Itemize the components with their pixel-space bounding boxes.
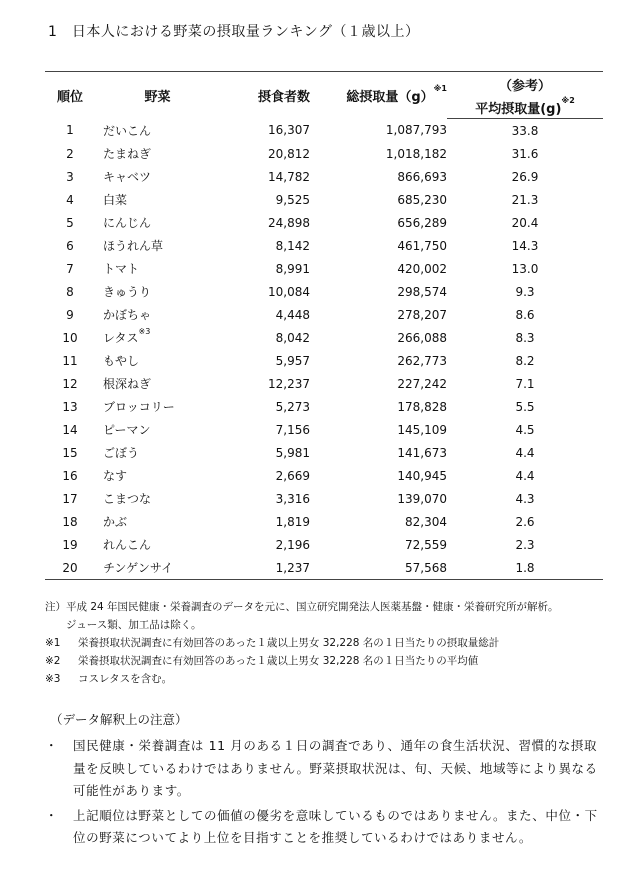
cell-avg: 4.4 [515,445,535,460]
cell-avg: 26.9 [511,169,539,184]
cell-avg: 14.3 [511,238,539,253]
vegetable-name: れんこん [103,538,152,552]
cell-vegetable [95,326,220,349]
cell-total: 82,304 [405,514,447,529]
vegetable-name: ブロッコリー [103,400,175,414]
cell-count: 1,819 [275,514,310,529]
cell-vegetable [95,119,220,143]
cell-count: 2,669 [275,468,310,483]
cell-vegetable [95,211,220,234]
cell-count: 14,782 [268,169,310,184]
cell-rank: 8 [66,284,74,299]
table-row [45,165,603,188]
cell-total: 420,002 [397,261,447,276]
cell-avg: 13.0 [511,261,539,276]
bullet-mark: ・ [45,807,58,823]
cell-rank: 6 [66,238,74,253]
cell-vegetable [95,556,220,580]
cell-total: 866,693 [397,169,447,184]
cell-avg: 20.4 [511,215,539,230]
cell-total: 262,773 [397,353,447,368]
caution-text-2: 上記順位は野菜としての価値の優劣を意味しているものではありません。また、中位・下位の野菜についてより上位を目指すことを推奨しているわけではありません。 [73,807,598,845]
cell-count: 24,898 [268,215,310,230]
header-total [310,72,447,119]
cell-total: 141,673 [397,445,447,460]
cell-count: 5,957 [275,353,310,368]
cell-rank: 7 [66,261,74,276]
table-row [45,510,603,533]
vegetable-name: にんじん [103,216,152,230]
note-1-mark: ※1 [45,637,61,649]
cell-vegetable [95,165,220,188]
vegetable-name: きゅうり [103,285,152,299]
vegetable-name: もやし [103,354,140,368]
cell-rank: 14 [62,422,78,437]
cell-count: 8,142 [275,238,310,253]
cell-total: 461,750 [397,238,447,253]
table-row [45,280,603,303]
cell-rank: 15 [62,445,78,460]
header-count: 摂食者数 [220,72,310,119]
cell-avg: 8.2 [515,353,535,368]
table-row [45,257,603,280]
caution-title: （データ解釈上の注意） [50,712,188,727]
cell-avg: 8.6 [515,307,535,322]
table-row [45,349,603,372]
cell-vegetable [95,464,220,487]
cell-avg: 33.8 [511,123,539,138]
header-avg-mark: ※2 [561,95,575,105]
cell-avg: 31.6 [511,146,539,161]
cell-rank: 10 [62,330,78,345]
header-avg [447,96,603,119]
cell-vegetable [95,257,220,280]
vegetable-name: だいこん [103,123,152,138]
vegetable-footnote-mark: ※3 [138,327,151,336]
table-row [45,211,603,234]
vegetable-name: こまつな [103,492,152,506]
cell-rank: 18 [62,514,78,529]
cell-total: 1,018,182 [385,146,447,161]
caution-item [45,805,605,850]
vegetable-name: チンゲンサイ [103,561,174,575]
vegetable-name: キャベツ [103,170,152,184]
vegetable-name: かぼちゃ [103,308,152,322]
cell-count: 12,237 [268,376,310,391]
cell-count: 1,237 [220,556,310,580]
table-row [45,142,603,165]
cell-vegetable [95,418,220,441]
cell-vegetable [95,188,220,211]
note-1-text: 栄養摂取状況調査に有効回答のあった１歳以上男女 32,228 名の１日当たりの摂取量総計 [78,637,500,649]
cell-avg: 4.5 [515,422,535,437]
cell-count: 3,316 [275,491,310,506]
cell-total: 266,088 [397,330,447,345]
table-row [45,464,603,487]
cell-rank: 20 [45,556,95,580]
page-title: 1 日本人における野菜の摂取量ランキング（１歳以上） [48,24,420,40]
cell-count: 9,525 [275,192,310,207]
note-2-text: 栄養摂取状況調査に有効回答のあった１歳以上男女 32,228 名の１日当たりの平均値 [78,655,479,667]
vegetable-name: ごぼう [103,446,140,460]
cell-avg: 7.1 [515,376,535,391]
vegetable-name: たまねぎ [103,147,152,161]
header-rank: 順位 [45,72,95,119]
vegetable-name: レタス [103,331,139,345]
header-avg-label: 平均摂取量(g) [475,101,562,117]
cell-count: 8,042 [275,330,310,345]
cell-total: 278,207 [397,307,447,322]
cell-rank: 19 [62,537,78,552]
cell-rank: 11 [62,353,78,368]
cell-avg: 4.4 [515,468,535,483]
cell-avg: 21.3 [511,192,539,207]
cell-avg: 1.8 [447,556,603,580]
caution-list [45,735,605,852]
cell-avg: 2.6 [515,514,535,529]
cell-count: 16,307 [268,123,310,138]
table-row [45,303,603,326]
cell-rank: 3 [66,169,74,184]
header-vegetable: 野菜 [95,72,220,119]
cell-count: 7,156 [275,422,310,437]
cell-rank: 2 [66,146,74,161]
cell-rank: 16 [62,468,78,483]
table-row [45,441,603,464]
cell-total: 656,289 [397,215,447,230]
cell-total: 139,070 [397,491,447,506]
cell-avg: 5.5 [515,399,535,414]
note-mark: 注） [45,601,66,613]
caution-text-1: 国民健康・栄養調査は 11 月のある１日の調査であり、通年の食生活状況、習慣的な摂取量を反映しているわけではありません。野菜摂取状況は、旬、天候、地域等により異なる可能性があります。 [73,738,598,798]
cell-total: 178,828 [397,399,447,414]
cell-total: 140,945 [397,468,447,483]
table-row [45,556,603,580]
note-line-1: 平成 24 年国民健康・栄養調査のデータを元に、国立研究開発法人医薬基盤・健康・栄養研究所が解析。 [66,601,559,613]
vegetable-name: ほうれん草 [103,239,164,253]
cell-rank: 1 [66,123,74,138]
cell-rank: 5 [66,215,74,230]
cell-count: 4,448 [275,307,310,322]
notes-section [45,598,615,688]
cell-rank: 9 [66,307,74,322]
cell-total: 1,087,793 [385,123,447,138]
cell-rank: 4 [66,192,74,207]
vegetable-name: 白菜 [103,193,128,207]
header-ref: （参考） [447,72,603,97]
header-total-mark: ※1 [433,83,447,93]
cell-vegetable [95,510,220,533]
cell-rank: 13 [62,399,78,414]
vegetable-name: ピーマン [103,423,151,437]
cell-count: 5,273 [275,399,310,414]
cell-vegetable [95,441,220,464]
table-row [45,119,603,143]
cell-total: 145,109 [397,422,447,437]
vegetable-name: なす [103,469,128,483]
table-row [45,395,603,418]
cell-count: 8,991 [275,261,310,276]
cell-vegetable [95,395,220,418]
cell-total: 57,568 [310,556,447,580]
vegetable-name: かぶ [103,515,128,529]
table-header-row [45,72,603,97]
cell-total: 685,230 [397,192,447,207]
cell-count: 5,981 [275,445,310,460]
cell-total: 227,242 [397,376,447,391]
cell-avg: 9.3 [515,284,535,299]
cell-vegetable [95,142,220,165]
cell-vegetable [95,372,220,395]
cell-total: 72,559 [405,537,447,552]
cell-rank: 12 [62,376,78,391]
cell-avg: 2.3 [515,537,535,552]
table-row [45,487,603,510]
vegetable-name: トマト [103,262,140,276]
cell-vegetable [95,349,220,372]
cell-avg: 4.3 [515,491,535,506]
cell-vegetable [95,280,220,303]
note-3-text: コスレタスを含む。 [78,673,173,685]
cell-rank: 17 [62,491,78,506]
cell-avg: 8.3 [515,330,535,345]
caution-item [45,735,605,803]
table-row [45,234,603,257]
bullet-mark: ・ [45,738,58,753]
cell-total: 298,574 [397,284,447,299]
cell-count: 10,084 [268,284,310,299]
note-2-mark: ※2 [45,655,61,667]
header-total-label: 総摂取量（g） [346,89,434,105]
table-row [45,188,603,211]
cell-count: 2,196 [275,537,310,552]
vegetable-name: 根深ねぎ [103,377,152,391]
cell-vegetable [95,487,220,510]
cell-vegetable [95,303,220,326]
note-line-2: ジュース類、加工品は除く。 [66,619,202,631]
cell-vegetable [95,533,220,556]
ranking-table [45,71,603,580]
table-row [45,372,603,395]
table-row [45,326,603,349]
cell-count: 20,812 [268,146,310,161]
table-body [45,119,603,580]
table-row [45,533,603,556]
table-row [45,418,603,441]
cell-vegetable [95,234,220,257]
note-3-mark: ※3 [45,673,61,685]
